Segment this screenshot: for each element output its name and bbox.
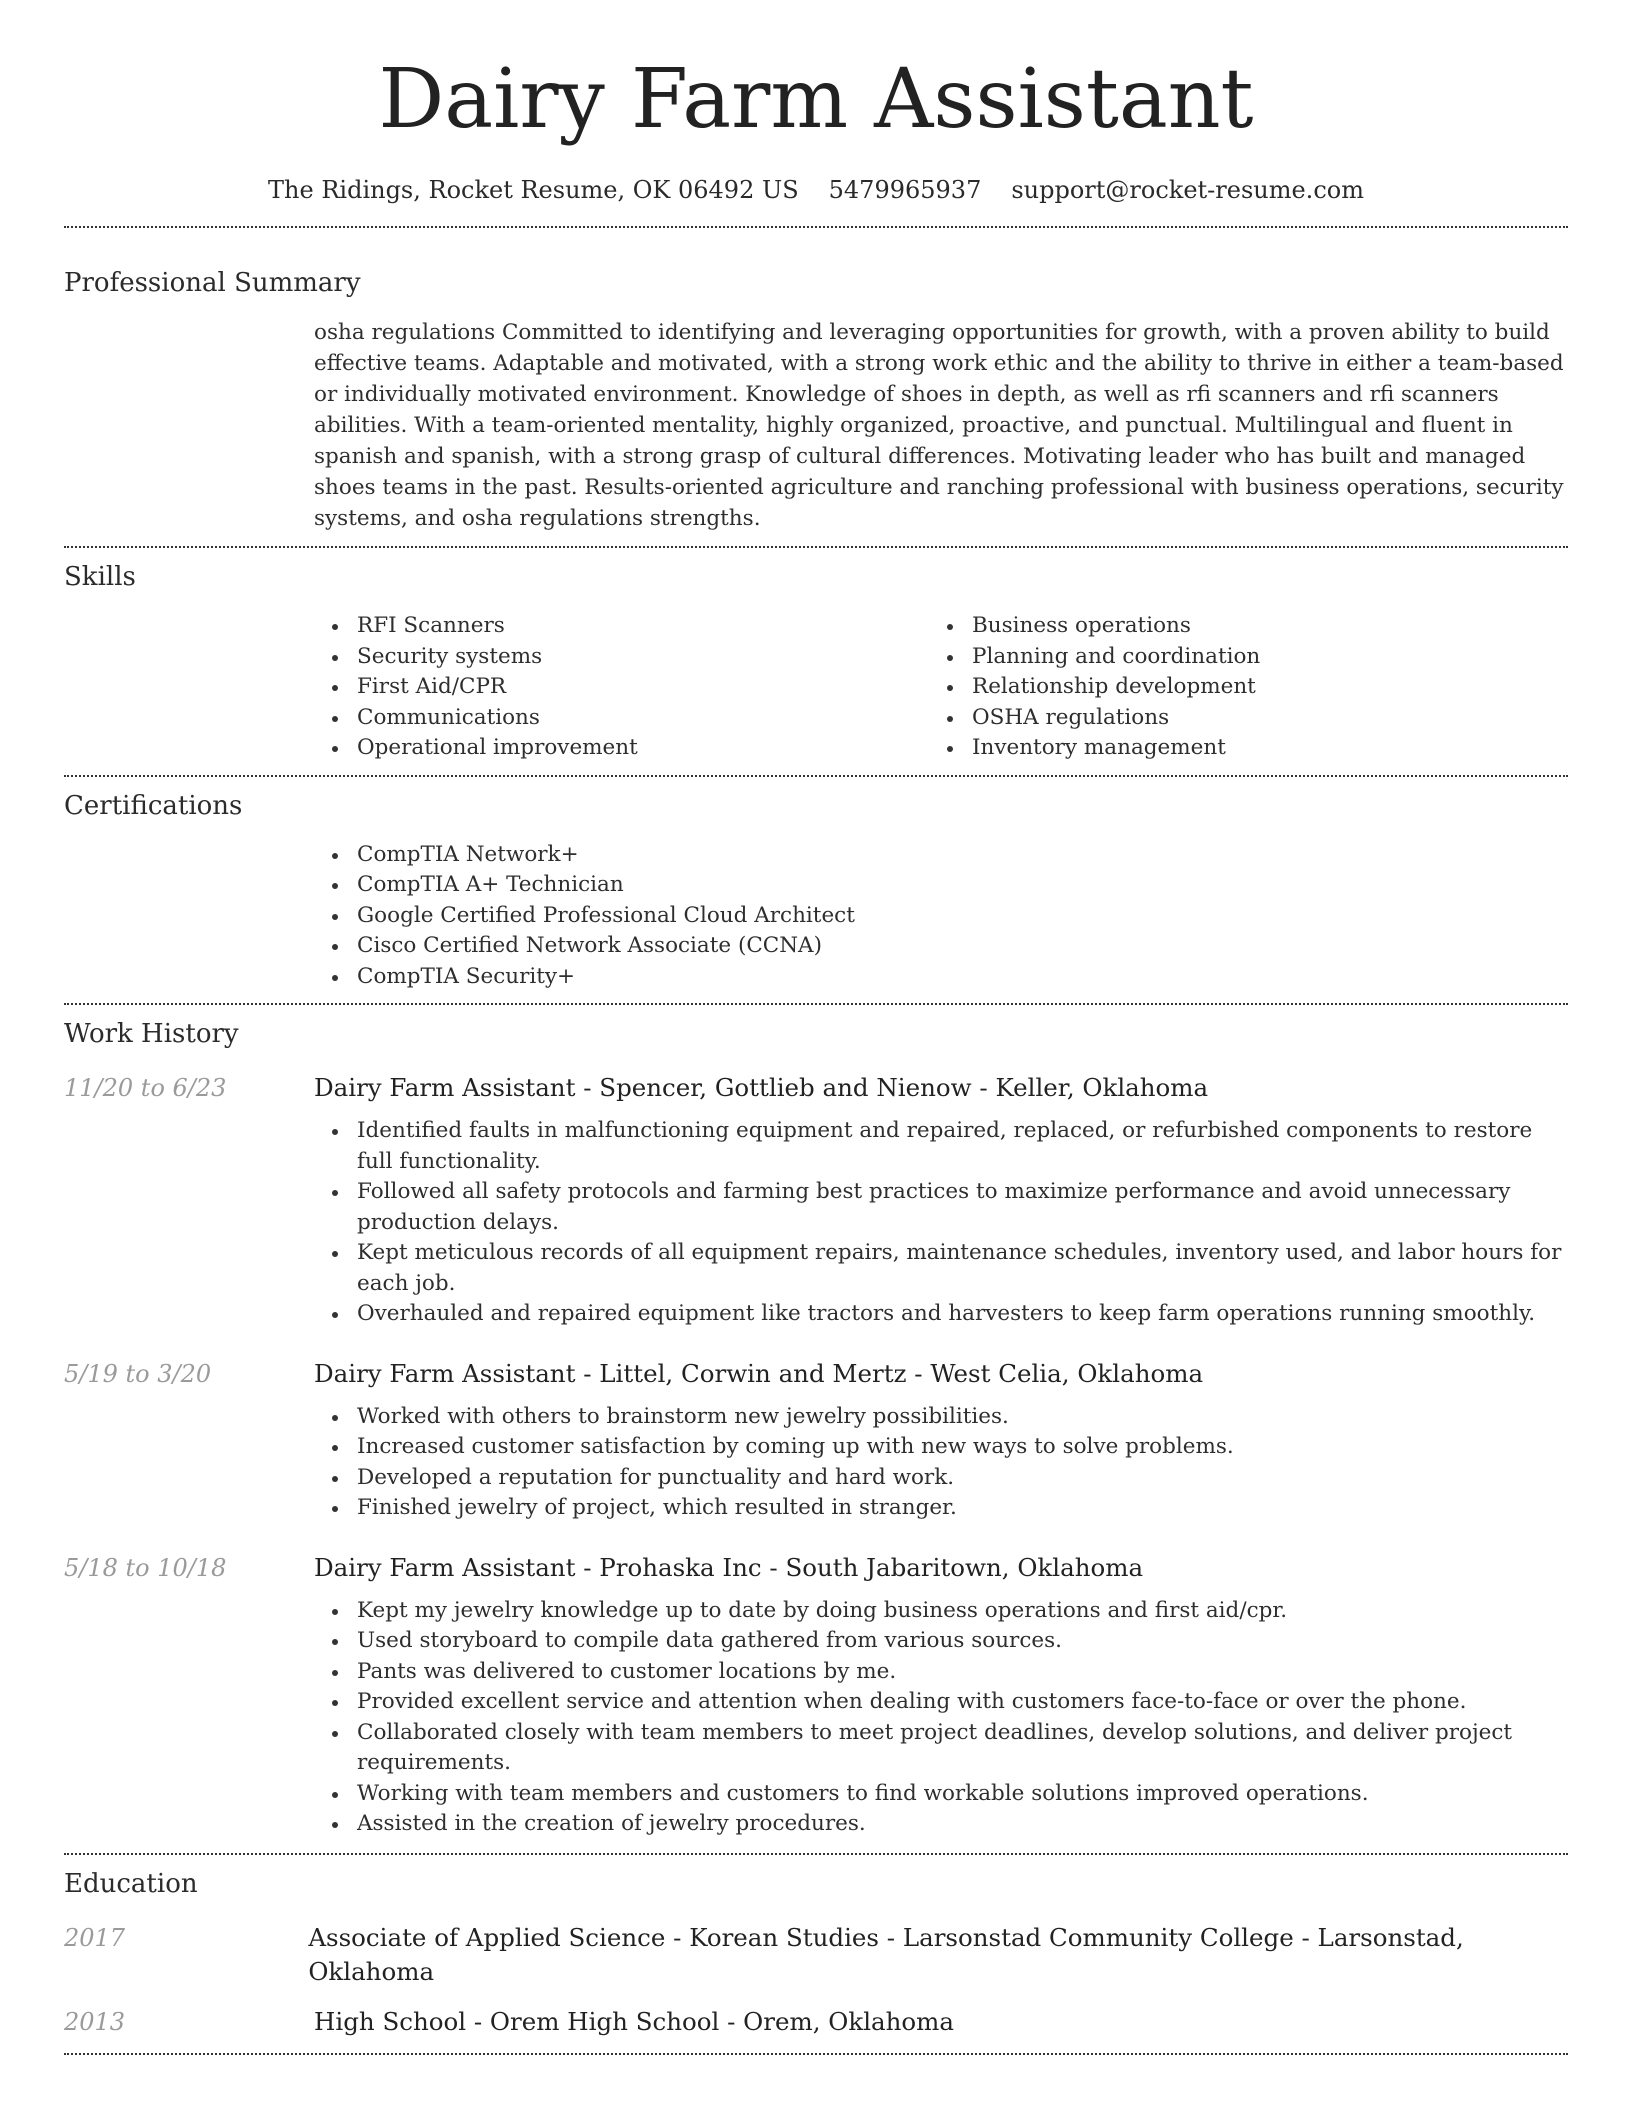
list-item: Worked with others to brainstorm new jewelry possibilities. <box>314 1402 1568 1433</box>
job-bullets <box>314 1116 1568 1330</box>
education-year: 2013 <box>64 2007 126 2036</box>
contact-address: The Ridings, Rocket Resume, OK 06492 US <box>268 176 799 204</box>
job-dates: 11/20 to 6/23 <box>64 1074 227 1102</box>
list-item: Developed a reputation for punctuality and hard work. <box>314 1463 1568 1494</box>
divider <box>64 226 1568 228</box>
summary-text: osha regulations Committed to identifying and leveraging opportunities for growth, with a proven ability to build effective teams. Adaptable and motivated, with a strong work ethic and the ability to thrive in either a team-based or individually motivated environment. Knowledge of shoes in depth, as well as rfi scanners and rfi scanners abilities. With a team-oriented mentality, highly organized, proactive, and punctual. Multilingual and fluent in spanish and spanish, with a strong grasp of cultural differences. Motivating leader who has built and managed shoes teams in the past. Results-oriented agriculture and ranching professional with business operations, security systems, and osha regulations strengths. <box>314 320 1564 531</box>
divider <box>64 1003 1568 1005</box>
list-item: Inventory management <box>929 733 1544 764</box>
list-item: First Aid/CPR <box>314 672 929 703</box>
job-dates: 5/19 to 3/20 <box>64 1359 212 1388</box>
contact-phone: 5479965937 <box>828 176 982 204</box>
skills-column-right <box>929 611 1544 764</box>
list-item: CompTIA Security+ <box>314 962 1568 993</box>
job-dates: 5/18 to 10/18 <box>64 1553 227 1582</box>
section-title-summary: Professional Summary <box>64 268 361 298</box>
job-body <box>314 1551 1568 1840</box>
list-item: Collaborated closely with team members to meet project deadlines, develop solutions, and deliver project requirements. <box>314 1718 1568 1779</box>
list-item: Finished jewelry of project, which resulted in stranger. <box>314 1493 1568 1524</box>
job-body <box>314 1071 1568 1330</box>
list-item: Assisted in the creation of jewelry procedures. <box>314 1809 1568 1840</box>
section-title-certifications: Certifications <box>64 790 243 821</box>
job-title: Dairy Farm Assistant - Spencer, Gottlieb and Nienow - Keller, Oklahoma <box>314 1073 1209 1102</box>
education-entry <box>64 1921 1568 1989</box>
list-item: Used storyboard to compile data gathered from various sources. <box>314 1626 1568 1657</box>
job-entry <box>64 1071 1568 1330</box>
list-item: CompTIA A+ Technician <box>314 870 1568 901</box>
divider <box>64 775 1568 777</box>
education-title: High School - Orem High School - Orem, Oklahoma <box>314 2006 955 2036</box>
list-item: Relationship development <box>929 672 1544 703</box>
list-item: Identified faults in malfunctioning equipment and repaired, replaced, or refurbished components to restore full functionality. <box>314 1116 1568 1177</box>
divider <box>64 1853 1568 1855</box>
education-title: Associate of Applied Science - Korean Studies - Larsonstad Community College - Larsonstad, Oklahoma <box>308 1922 1464 1986</box>
job-title: Dairy Farm Assistant - Prohaska Inc - South Jabaritown, Oklahoma <box>314 1552 1144 1582</box>
contact-email: support@rocket-resume.com <box>1011 176 1364 204</box>
section-title-skills: Skills <box>64 562 136 592</box>
list-item: Working with team members and customers to find workable solutions improved operations. <box>314 1779 1568 1810</box>
education-year: 2017 <box>64 1923 126 1952</box>
job-bullets <box>314 1402 1568 1524</box>
list-item: OSHA regulations <box>929 703 1544 734</box>
skills-column-left <box>314 611 929 764</box>
job-title: Dairy Farm Assistant - Littel, Corwin and Mertz - West Celia, Oklahoma <box>314 1358 1204 1388</box>
list-item: Security systems <box>314 642 929 673</box>
list-item: Increased customer satisfaction by coming up with new ways to solve problems. <box>314 1432 1568 1463</box>
education-entry <box>64 2005 1568 2039</box>
list-item: Operational improvement <box>314 733 929 764</box>
job-bullets <box>314 1596 1568 1840</box>
job-entry <box>64 1357 1568 1524</box>
divider <box>64 546 1568 548</box>
list-item: Kept meticulous records of all equipment repairs, maintenance schedules, inventory used, and labor hours for each job. <box>314 1238 1568 1299</box>
list-item: Pants was delivered to customer locations by me. <box>314 1657 1568 1688</box>
list-item: Kept my jewelry knowledge up to date by doing business operations and first aid/cpr. <box>314 1596 1568 1627</box>
job-body <box>314 1357 1568 1524</box>
skills-list <box>314 611 1568 764</box>
list-item: Google Certified Professional Cloud Architect <box>314 901 1568 932</box>
list-item: Overhauled and repaired equipment like tractors and harvesters to keep farm operations running smoothly. <box>314 1299 1568 1330</box>
section-title-work-history: Work History <box>64 1019 239 1049</box>
contact-line <box>64 174 1568 206</box>
list-item: CompTIA Network+ <box>314 840 1568 871</box>
resume-name: Dairy Farm Assistant <box>378 52 1254 147</box>
list-item: Followed all safety protocols and farming best practices to maximize performance and avoid unnecessary production delays. <box>314 1177 1568 1238</box>
list-item: Business operations <box>929 611 1544 642</box>
section-title-education: Education <box>64 1868 198 1899</box>
certifications-list <box>314 840 1568 993</box>
list-item: Planning and coordination <box>929 642 1544 673</box>
resume-page <box>64 0 1568 2055</box>
job-entry <box>64 1551 1568 1840</box>
list-item: RFI Scanners <box>314 611 929 642</box>
list-item: Communications <box>314 703 929 734</box>
list-item: Provided excellent service and attention when dealing with customers face-to-face or over the phone. <box>314 1687 1568 1718</box>
list-item: Cisco Certified Network Associate (CCNA) <box>314 931 1568 962</box>
divider <box>64 2053 1568 2055</box>
